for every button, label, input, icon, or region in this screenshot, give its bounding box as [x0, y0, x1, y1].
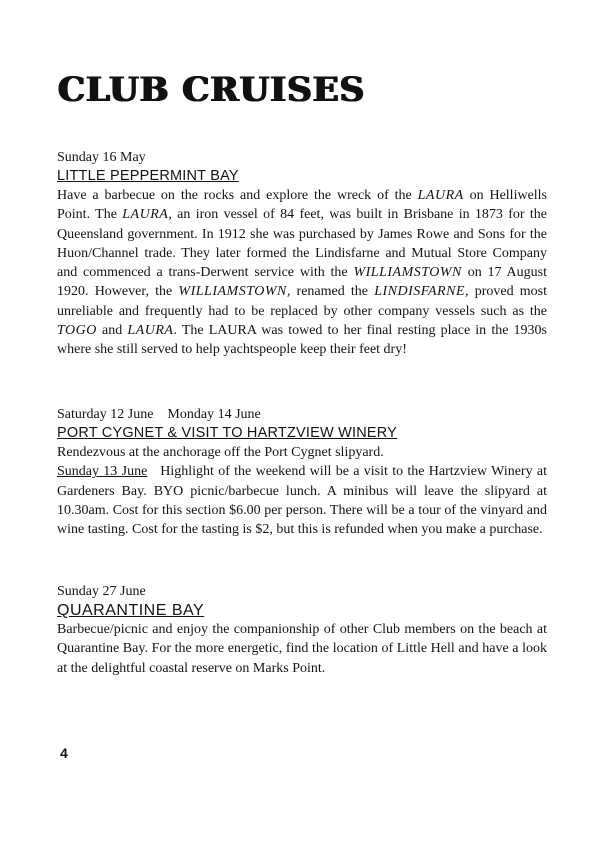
vessel-name: LAURA [417, 188, 464, 203]
vessel-name: LAURA [127, 323, 174, 339]
cruise-sub-date: Sunday 13 June [57, 464, 148, 480]
cruise-intro: Rendezvous at the anchorage off the Port Cygnet slipyard. [57, 445, 384, 460]
vessel-name: LAURA [122, 207, 169, 223]
vessel-name: WILLIAMSTOWN [353, 265, 462, 281]
cruise-heading: LITTLE PEPPERMINT BAY [57, 168, 239, 184]
cruise-section-little-peppermint-bay [57, 148, 547, 360]
cruise-description: Barbecue/picnic and enjoy the companionship of other Club members on the beach at Quarantine Bay. For the more energetic, find the location of Little Hell and have a look at the delightful coastal reserve on Marks Point. [57, 622, 547, 676]
cruise-heading: QUARANTINE BAY [57, 602, 205, 619]
page-title: CLUB CRUISES [58, 70, 366, 110]
vessel-name: TOGO [57, 323, 97, 339]
cruise-heading: PORT CYGNET & VISIT TO HARTZVIEW WINERY [57, 425, 398, 441]
cruise-section-port-cygnet [57, 405, 547, 539]
cruise-section-quarantine-bay [57, 582, 547, 678]
cruise-description: Have a barbecue on the rocks and explore the wreck of the LAURA on Helliwells Point. The LAURA, an iron vessel of 84 feet, was built in Brisbane in 1873 for the Queensland government. In 1912 she was purchased by James Rowe and Sons for the Huon/Channel trade. They later formed the Lindisfarne and Mutual Store Company and commenced a trans-Derwent service with the WILLIAMSTOWN on 17 August 1920. However, the WILLIAMSTOWN, renamed the LINDISFARNE, proved most unreliable and frequently had to be replaced by other company vessels such as the TOGO and LAURA. The LAURA was towed to her final resting place in the 1930s where she still served to help yachtspeople keep their feet dry! [57, 188, 548, 358]
cruise-date: Saturday 12 June Monday 14 June [57, 407, 261, 422]
page-number: 4 [60, 745, 68, 761]
cruise-date: Sunday 16 May [57, 150, 146, 165]
vessel-name: WILLIAMSTOWN [178, 284, 287, 300]
cruise-description: Sunday 13 June Highlight of the weekend will be a visit to the Hartzview Winery at Gardeners Bay. BYO picnic/barbecue lunch. A minibus will leave the slipyard at 10.30am. Cost for this section $6.00 per person. There will be a tour of the vinyard and wine tasting. Cost for the tasting is $2, but this is refunded when you make a purchase. [57, 464, 548, 538]
vessel-name: LINDISFARNE [374, 284, 466, 300]
cruise-date: Sunday 27 June [57, 584, 146, 599]
